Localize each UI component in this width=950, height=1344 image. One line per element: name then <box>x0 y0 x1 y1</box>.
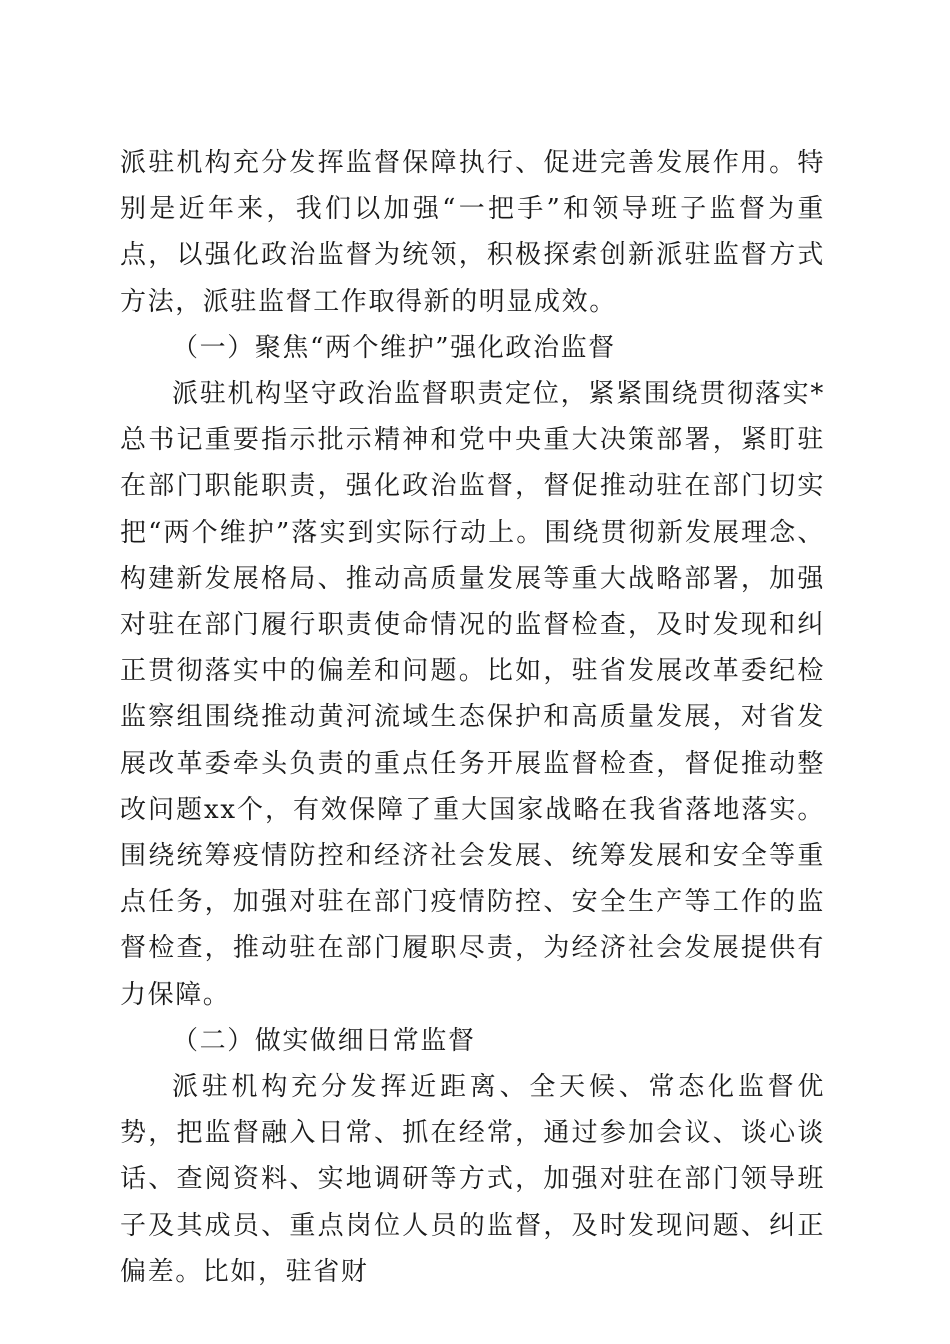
paragraph-daily-supervision: 派驻机构充分发挥近距离、全天候、常态化监督优势，把监督融入日常、抓在经常，通过参加会议、谈心谈话、查阅资料、实地调研等方式，加强对驻在部门领导班子及其成员、重点岗位人员的监督，及时发现问题、纠正偏差。比如，驻省财 <box>120 1072 825 1287</box>
section-heading-1: （一）聚焦“两个维护”强化政治监督 <box>172 332 616 363</box>
section-heading-2: （二）做实做细日常监督 <box>172 1025 476 1056</box>
paragraph-intro: 派驻机构充分发挥监督保障执行、促进完善发展作用。特别是近年来，我们以加强“一把手”和领导班子监督为重点，以强化政治监督为统领，积极探索创新派驻监督方式方法，派驻监督工作取得新的明显成效。 <box>120 148 825 317</box>
document-page <box>120 140 825 1295</box>
paragraph-political-supervision: 派驻机构坚守政治监督职责定位，紧紧围绕贯彻落实*总书记重要指示批示精神和党中央重大决策部署，紧盯驻在部门职能职责，强化政治监督，督促推动驻在部门切实把“两个维护”落实到实际行动上。围绕贯彻新发展理念、构建新发展格局、推动高质量发展等重大战略部署，加强对驻在部门履行职责使命情况的监督检查，及时发现和纠正贯彻落实中的偏差和问题。比如，驻省发展改革委纪检监察组围绕推动黄河流域生态保护和高质量发展，对省发展改革委牵头负责的重点任务开展监督检查，督促推动整改问题xx个，有效保障了重大国家战略在我省落地落实。围绕统筹疫情防控和经济社会发展、统筹发展和安全等重点任务，加强对驻在部门疫情防控、安全生产等工作的监督检查，推动驻在部门履职尽责，为经济社会发展提供有力保障。 <box>120 379 825 1010</box>
